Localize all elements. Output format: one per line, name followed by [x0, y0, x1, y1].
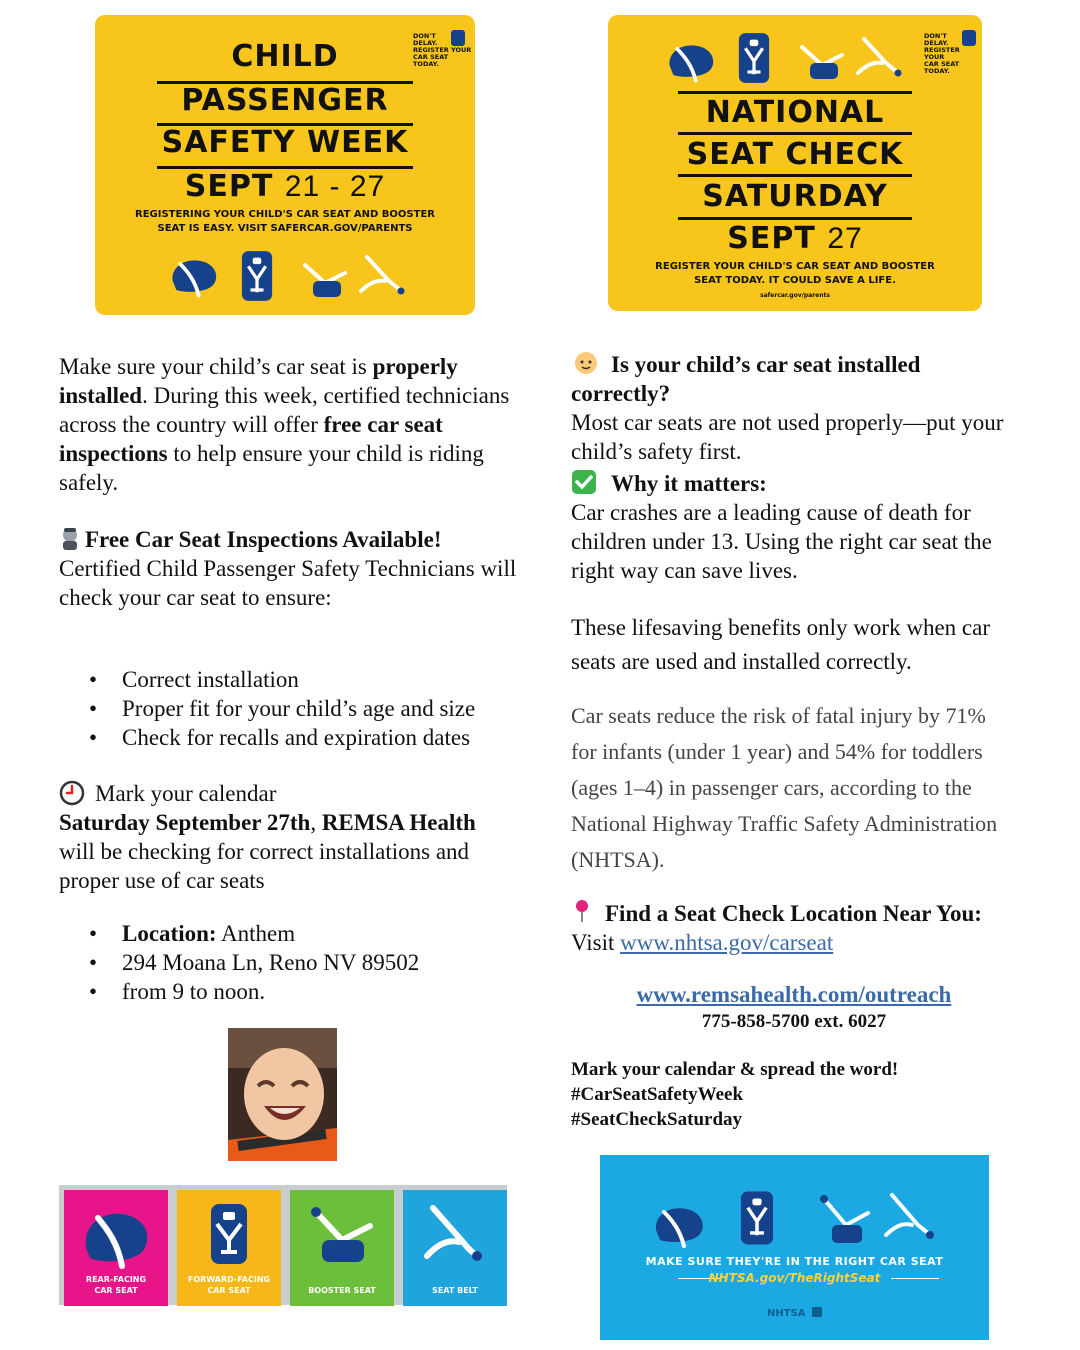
question-heading: Is your child’s car seat installed correctly?	[571, 352, 921, 406]
seat-type-label: REAR-FACING CAR SEAT	[85, 1275, 147, 1295]
badge-line: DELAY.	[924, 39, 949, 47]
badge-line: REGISTER YOUR	[924, 46, 960, 61]
child-passenger-safety-week-banner	[95, 15, 475, 315]
seat-type-tile	[290, 1190, 394, 1306]
banner1-title-line1: CHILD	[231, 39, 339, 74]
banner2-title-line3: SATURDAY	[702, 179, 888, 214]
remsa-outreach-link[interactable]: www.remsahealth.com/outreach	[636, 982, 952, 1007]
nhtsa-logo-text: NHTSA	[767, 1308, 806, 1319]
list-item: • 294 Moana Ln, Reno NV 89502	[59, 948, 539, 977]
car-seat-icons-row	[664, 29, 904, 91]
inspections-heading: Free Car Seat Inspections Available!	[85, 527, 442, 552]
right-seat-message: MAKE SURE THEY'RE IN THE RIGHT CAR SEAT	[645, 1255, 944, 1268]
car-seat-icons-row	[167, 247, 407, 307]
list-item: • Correct installation	[59, 665, 539, 694]
list-item: • Check for recalls and expiration dates	[59, 723, 539, 752]
list-item: • Proper fit for your child’s age and size	[59, 694, 539, 723]
calendar-text-part: ,	[310, 810, 322, 835]
intro-text: to help ensure your child is riding safely.	[59, 441, 484, 495]
seat-belt-icon	[886, 1195, 934, 1239]
banner1-date-value: 21 - 27	[284, 170, 386, 203]
inspections-text: Certified Child Passenger Safety Technicians will check your car seat to ensure:	[59, 556, 517, 610]
calendar-org: REMSA Health	[321, 810, 476, 835]
seat-type-label: FORWARD-FACING CAR SEAT	[187, 1275, 271, 1295]
find-heading: Find a Seat Check Location Near You:	[605, 901, 982, 926]
baby-photo	[228, 1028, 337, 1161]
badge-line: DELAY.	[413, 39, 438, 47]
seat-type-tile	[64, 1190, 168, 1306]
forward-facing-seat-icon	[739, 33, 769, 83]
question-heading-row	[571, 350, 1016, 408]
intro-bold: free car seat inspections	[59, 412, 443, 466]
inspections-heading-row	[59, 525, 529, 554]
banner2-date-value: 27	[827, 222, 863, 255]
booster-seat-icon	[305, 265, 345, 297]
visit-label: Visit	[571, 930, 621, 955]
calendar-section	[59, 779, 489, 895]
mechanic-icon	[59, 526, 81, 550]
inspection-checklist	[59, 665, 539, 752]
seat-types-strip	[59, 1185, 507, 1305]
seat-type-label: BOOSTER SEAT	[308, 1286, 376, 1295]
banner1-note-line1: REGISTERING YOUR CHILD'S CAR SEAT AND BOOSTER	[135, 209, 435, 220]
banner2-title-line2: SEAT CHECK	[686, 137, 904, 172]
banner1-date	[95, 169, 475, 205]
forward-facing-seat-icon	[741, 1192, 773, 1245]
calendar-text-part: will be checking for correct installations and proper use of car seats	[59, 839, 470, 893]
banner1-title-line2: PASSENGER	[181, 83, 389, 118]
clock-icon	[59, 780, 85, 806]
seat-belt-icon	[361, 257, 405, 295]
hashtag: #CarSeatSafetyWeek	[571, 1084, 744, 1105]
seat-type-tile	[403, 1190, 507, 1306]
phone-number: 775-858-5700 ext. 6027	[701, 1011, 887, 1032]
banner1-title-line3: SAFETY WEEK	[161, 125, 409, 160]
dot-logo-icon	[812, 1307, 822, 1317]
check-mark-icon	[571, 469, 597, 495]
booster-seat-icon	[820, 1195, 868, 1243]
banner2-date	[608, 220, 982, 258]
calendar-heading-row	[59, 779, 489, 808]
rear-facing-seat-icon	[172, 260, 216, 295]
seat-type-tile	[177, 1190, 281, 1306]
car-seat-icon	[962, 30, 976, 46]
national-seat-check-saturday-banner	[608, 15, 982, 311]
banner1-note	[95, 208, 475, 236]
installed-correctly-section	[571, 350, 1016, 585]
intro-paragraph	[59, 352, 519, 497]
banner2-note	[608, 260, 982, 288]
calendar-heading: Mark your calendar	[95, 781, 277, 806]
rear-facing-seat-icon	[656, 1208, 703, 1246]
why-text: Car crashes are a leading cause of death for children under 13. Using the right car seat the right way can save lives.	[571, 500, 992, 583]
list-item	[59, 919, 539, 948]
location-label: Location:	[122, 921, 217, 946]
statistics-text: Car seats reduce the risk of fatal injury by 71% for infants (under 1 year) and 54% for toddlers (ages 1–4) in passenger cars, according to the National Highway Traffic Safety Administration (NHTSA).	[571, 703, 998, 872]
seat-belt-icon	[858, 39, 902, 77]
seat-type-label: SEAT BELT	[432, 1286, 478, 1295]
banner2-title-line1: NATIONAL	[705, 95, 885, 130]
booster-seat-icon	[290, 1198, 394, 1278]
banner1-note-line2: SEAT IS EASY. VISIT SAFERCAR.GOV/PARENTS	[157, 223, 413, 234]
banner1-date-prefix: SEPT	[184, 169, 274, 204]
car-seat-icons-row	[650, 1187, 940, 1257]
dont-delay-badge	[924, 33, 982, 75]
rear-facing-seat-icon	[64, 1196, 168, 1276]
badge-line: DON'T	[924, 32, 947, 40]
visit-line	[571, 928, 1031, 957]
forward-facing-seat-icon	[177, 1194, 281, 1274]
spread-the-word	[571, 1057, 1017, 1132]
find-location-section	[571, 898, 1031, 957]
calendar-date: Saturday September 27th	[59, 810, 311, 835]
forward-facing-seat-icon	[242, 251, 272, 301]
round-pushpin-icon	[571, 898, 593, 924]
badge-line: CAR SEAT TODAY.	[413, 53, 449, 68]
benefits-text: These lifesaving benefits only work when car seats are used and installed correctly.	[571, 615, 990, 674]
badge-line: REGISTER YOUR	[413, 46, 472, 54]
why-heading: Why it matters:	[611, 471, 767, 496]
car-seat-icon	[451, 30, 465, 46]
badge-line: CAR SEAT TODAY.	[924, 60, 960, 75]
banner2-date-prefix: SEPT	[727, 221, 816, 256]
rear-facing-seat-icon	[669, 45, 713, 80]
list-item: • from 9 to noon.	[59, 977, 539, 1006]
calendar-text	[59, 808, 489, 895]
intro-text: Make sure your child’s car seat is	[59, 354, 373, 379]
banner2-rule	[678, 174, 912, 177]
spread-text: Mark your calendar & spread the word!	[571, 1059, 899, 1080]
intro-bold: properly installed	[59, 354, 458, 408]
seat-belt-icon	[403, 1198, 507, 1278]
banner2-note-line2: SEAT TODAY. IT COULD SAVE A LIFE.	[694, 275, 896, 286]
nhtsa-carseat-link[interactable]: www.nhtsa.gov/carseat	[620, 930, 834, 955]
remsa-contact	[571, 980, 1017, 1034]
why-heading-row	[571, 469, 1016, 498]
banner2-note-line1: REGISTER YOUR CHILD'S CAR SEAT AND BOOSTER	[655, 261, 935, 272]
location-value: Anthem	[216, 921, 296, 946]
nhtsa-logo	[600, 1307, 989, 1320]
dont-delay-badge	[413, 33, 475, 68]
find-heading-row	[571, 898, 1031, 928]
hashtag: #SeatCheckSaturday	[571, 1109, 743, 1130]
banner2-rule	[678, 132, 912, 135]
booster-seat-icon	[802, 47, 842, 79]
intro-text: . During this week, certified technicians across the country will offer	[59, 383, 510, 437]
right-seat-banner	[600, 1155, 989, 1340]
event-details-list	[59, 919, 539, 1006]
right-seat-url: NHTSA.gov/TheRightSeat	[708, 1271, 881, 1285]
badge-line: DON'T	[413, 32, 436, 40]
question-text: Most car seats are not used properly—put your child’s safety first.	[571, 410, 1004, 464]
banner2-site: safercar.gov/parents	[760, 292, 830, 299]
baby-icon	[571, 350, 601, 376]
inspections-section	[59, 525, 529, 612]
